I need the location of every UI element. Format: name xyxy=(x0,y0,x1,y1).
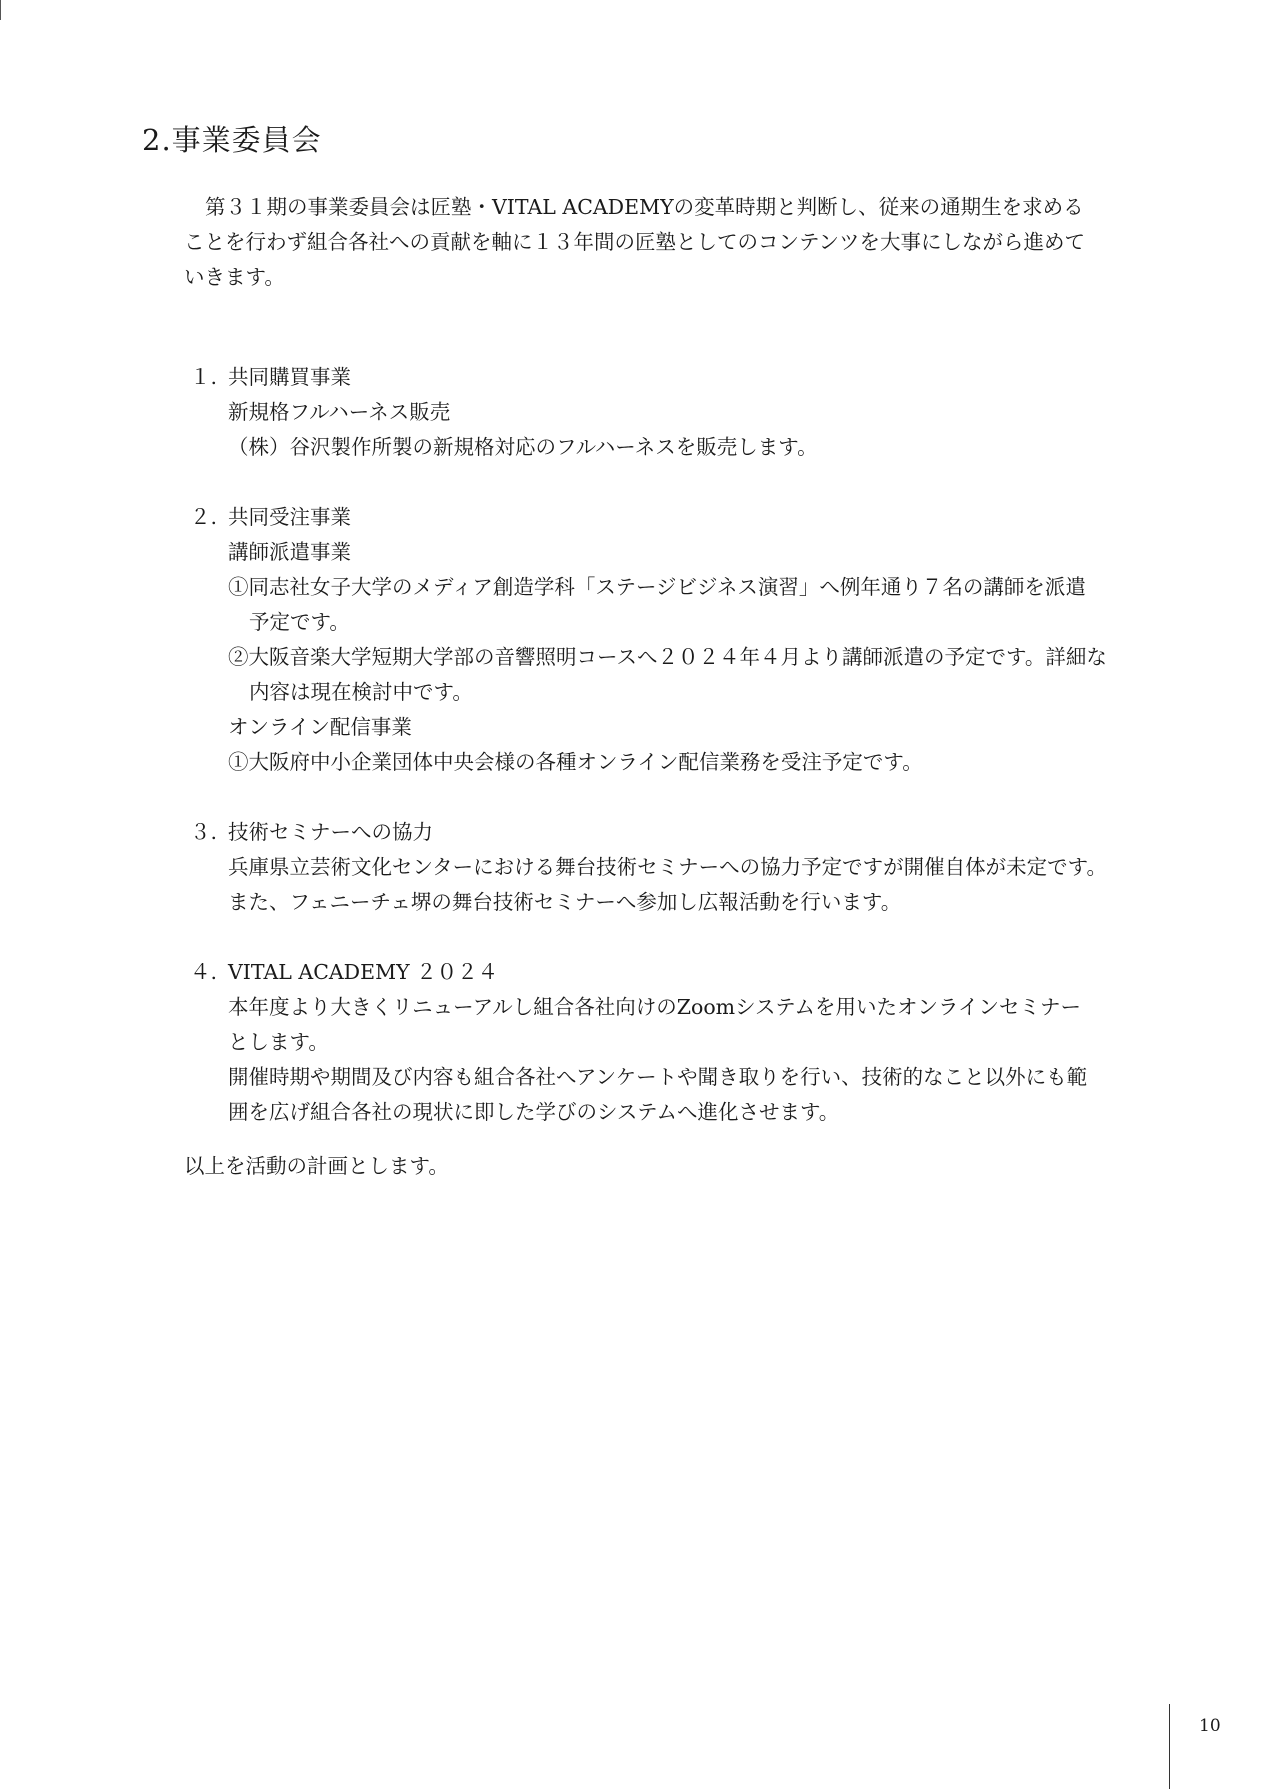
item-heading xyxy=(184,815,1184,850)
item-entry xyxy=(184,570,1184,640)
item-text: 兵庫県立芸術文化センターにおける舞台技術セミナーへの協力予定ですが開催自体が未定です。 xyxy=(228,855,1108,879)
item-text: 囲を広げ組合各社の現状に即した学びのシステムへ進化させます。 xyxy=(228,1100,840,1124)
item-sub-heading: 講師派遣事業 xyxy=(228,540,351,564)
entry-first-line: ②大阪音楽大学短期大学部の音響照明コースへ２０２４年４月より講師派遣の予定です。詳細な xyxy=(228,645,1107,669)
item-list xyxy=(184,360,1184,1165)
item-number: ３. xyxy=(190,820,218,844)
item-text: とします。 xyxy=(228,1030,329,1054)
item-entry xyxy=(184,640,1184,710)
item-heading xyxy=(184,360,1184,395)
item-joint-purchasing xyxy=(184,360,1184,465)
intro-paragraph xyxy=(184,190,1174,295)
item-vital-academy xyxy=(184,955,1184,1130)
item-sub-heading: オンライン配信事業 xyxy=(228,715,412,739)
page-number: 10 xyxy=(1199,1716,1221,1736)
item-title: VITAL ACADEMY ２０２４ xyxy=(228,960,499,984)
entry-continuation: 予定です。 xyxy=(249,610,350,634)
item-entry: ①大阪府中小企業団体中央会様の各種オンライン配信業務を受注予定です。 xyxy=(228,750,923,774)
item-title: 共同購買事業 xyxy=(228,365,351,389)
item-seminar-cooperation xyxy=(184,815,1184,920)
crop-mark xyxy=(0,0,1,20)
item-text: また、フェニーチェ堺の舞台技術セミナーへ参加し広報活動を行います。 xyxy=(228,890,902,914)
item-text: （株）谷沢製作所製の新規格対応のフルハーネスを販売します。 xyxy=(228,435,818,459)
item-number: ２. xyxy=(190,505,218,529)
intro-line: 第３１期の事業委員会は匠塾・VITAL ACADEMYの変革時期と判断し、従来の通期生を求める xyxy=(205,195,1084,219)
intro-line: いきます。 xyxy=(184,265,285,289)
item-title: 共同受注事業 xyxy=(228,505,351,529)
item-number: ４. xyxy=(190,960,218,984)
entry-continuation: 内容は現在検討中です。 xyxy=(249,680,473,704)
section-title: 2.事業委員会 xyxy=(142,123,322,157)
page-number-rule xyxy=(1169,1704,1170,1789)
item-title: 技術セミナーへの協力 xyxy=(228,820,433,844)
item-joint-orders xyxy=(184,500,1184,780)
item-heading xyxy=(184,500,1184,535)
item-heading xyxy=(184,955,1184,990)
item-text: 開催時期や期間及び内容も組合各社へアンケートや聞き取りを行い、技術的なこと以外にも範 xyxy=(228,1065,1088,1089)
item-text: 本年度より大きくリニューアルし組合各社向けのZoomシステムを用いたオンラインセミナー xyxy=(228,995,1081,1019)
item-number: １. xyxy=(190,365,218,389)
intro-line: ことを行わず組合各社への貢献を軸に１３年間の匠塾としてのコンテンツを大事にしながら進めて xyxy=(184,230,1085,254)
entry-first-line: ①同志社女子大学のメディア創造学科「ステージビジネス演習」へ例年通り７名の講師を派遣 xyxy=(228,575,1086,599)
item-sub-heading: 新規格フルハーネス販売 xyxy=(228,400,451,424)
closing-statement: 以上を活動の計画とします。 xyxy=(184,1154,449,1178)
